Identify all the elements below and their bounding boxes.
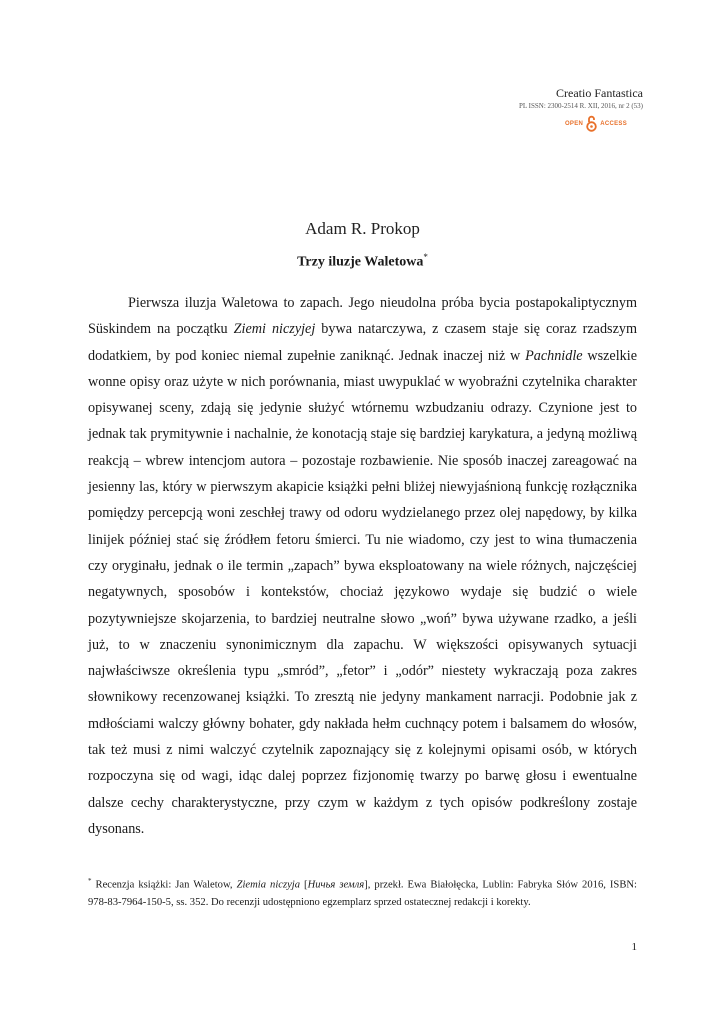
body-text-1: Pierwsza iluzja Waletowa to zapach. Jego nieudolna próba bycia postapokaliptycznym Süskindem na początku (88, 295, 637, 338)
article-title-text: Trzy iluzje Waletowa (297, 254, 424, 270)
footnote-text-2: [ (300, 879, 308, 891)
footnote-italic-1: Ziemia niczyja (236, 879, 301, 891)
footnote-italic-2: Ничья земля (307, 879, 365, 891)
issn-line: PL ISSN: 2300-2514 R. XII, 2016, nr 2 (53) (519, 102, 643, 110)
body-paragraph (88, 290, 637, 842)
article-author: Adam R. Prokop (305, 219, 420, 238)
open-label: OPEN (564, 120, 584, 127)
page-number: 1 (631, 941, 637, 953)
body-italic-1: Ziemi niczyjej (233, 321, 316, 338)
footnote-text-1: Recenzja książki: Jan Waletow, (91, 879, 237, 891)
open-access-badge (519, 115, 627, 132)
body-italic-2: Pachnidle (525, 347, 583, 364)
title-footnote-marker: * (423, 252, 428, 262)
journal-header (519, 86, 643, 132)
footnote-text-3: ], przekł. Ewa Białołęcka, Lublin: Fabryka Słów 2016, ISBN: 978-83-7964-150-5, ss. 352. Do recenzji udostępniono egzemplarz sprzed ostatecznej redakcji i korekty. (88, 879, 637, 909)
body-text-3: wszelkie wonne opisy oraz użyte w nich porównania, miast uwypuklać w wyobraźni czytelnika charakter opisywanej sceny, zdają się jedynie służyć wtórnemu wzbudzaniu odrazy. Czynione jest to jednak tak prymitywnie i nachalnie, że konotacją staje się bardziej karykatura, a jedyną możliwą reakcją – wbrew intencjom autora – pozostaje rozbawienie. Nie sposób inaczej zareagować na jesienny las, który w pierwszym akapicie książki pełni bliżej niewyjaśnioną funkcję rozłącznika pomiędzy percepcją woni zeschłej trawy od odoru wydzielanego przez olej napędowy, by kilka linijek później stać się źródłem fetoru śmierci. Tu nie wiadomo, czy jest to wina tłumaczenia czy oryginału, jednak o ile termin „zapach” bywa eksploatowany na wiele różnych, najczęściej negatywnych, sposobów i kontekstów, chociaż językowo wydaje się budzić o wiele pozytywniejsze skojarzenia, to bardziej neutralne słowo „woń” bywa używane rzadko, a jeśli już, to w znaczeniu synonimicznym dla zapachu. W większości opisywanych sytuacji najwłaściwsze określenia typu „smród”, „fetor” i „odór” niestety wykraczają poza zakres słownikowy recenzowanej książki. To zresztą nie jedyny mankament narracji. Podobnie jak z mdłościami walczy główny bohater, gdy nakłada hełm cuchnący potem i balsamem do włosów, tak też musi z nimi walczyć czytelnik zapoznający się z kolejnymi opisami osób, w których rozpoczyna się od wagi, idąc dalej poprzez fizjonomię twarzy po barwę głosu i ewentualne dalsze cechy charakterystyczne, przy czym w każdym z tych opisów podkreślony zostaje dysonans. (88, 347, 638, 837)
body-text-2: bywa natarczywa, z czasem staje się coraz rzadszym dodatkiem, by pod koniec niemal zupełnie zaniknąć. Jednak inaczej niż w (88, 321, 638, 364)
footnote (88, 873, 637, 912)
journal-name: Creatio Fantastica (556, 86, 643, 100)
open-access-lock-icon (586, 115, 597, 132)
access-label: ACCESS (600, 120, 627, 127)
footnote-marker: * (88, 877, 92, 885)
article-title (0, 247, 725, 273)
